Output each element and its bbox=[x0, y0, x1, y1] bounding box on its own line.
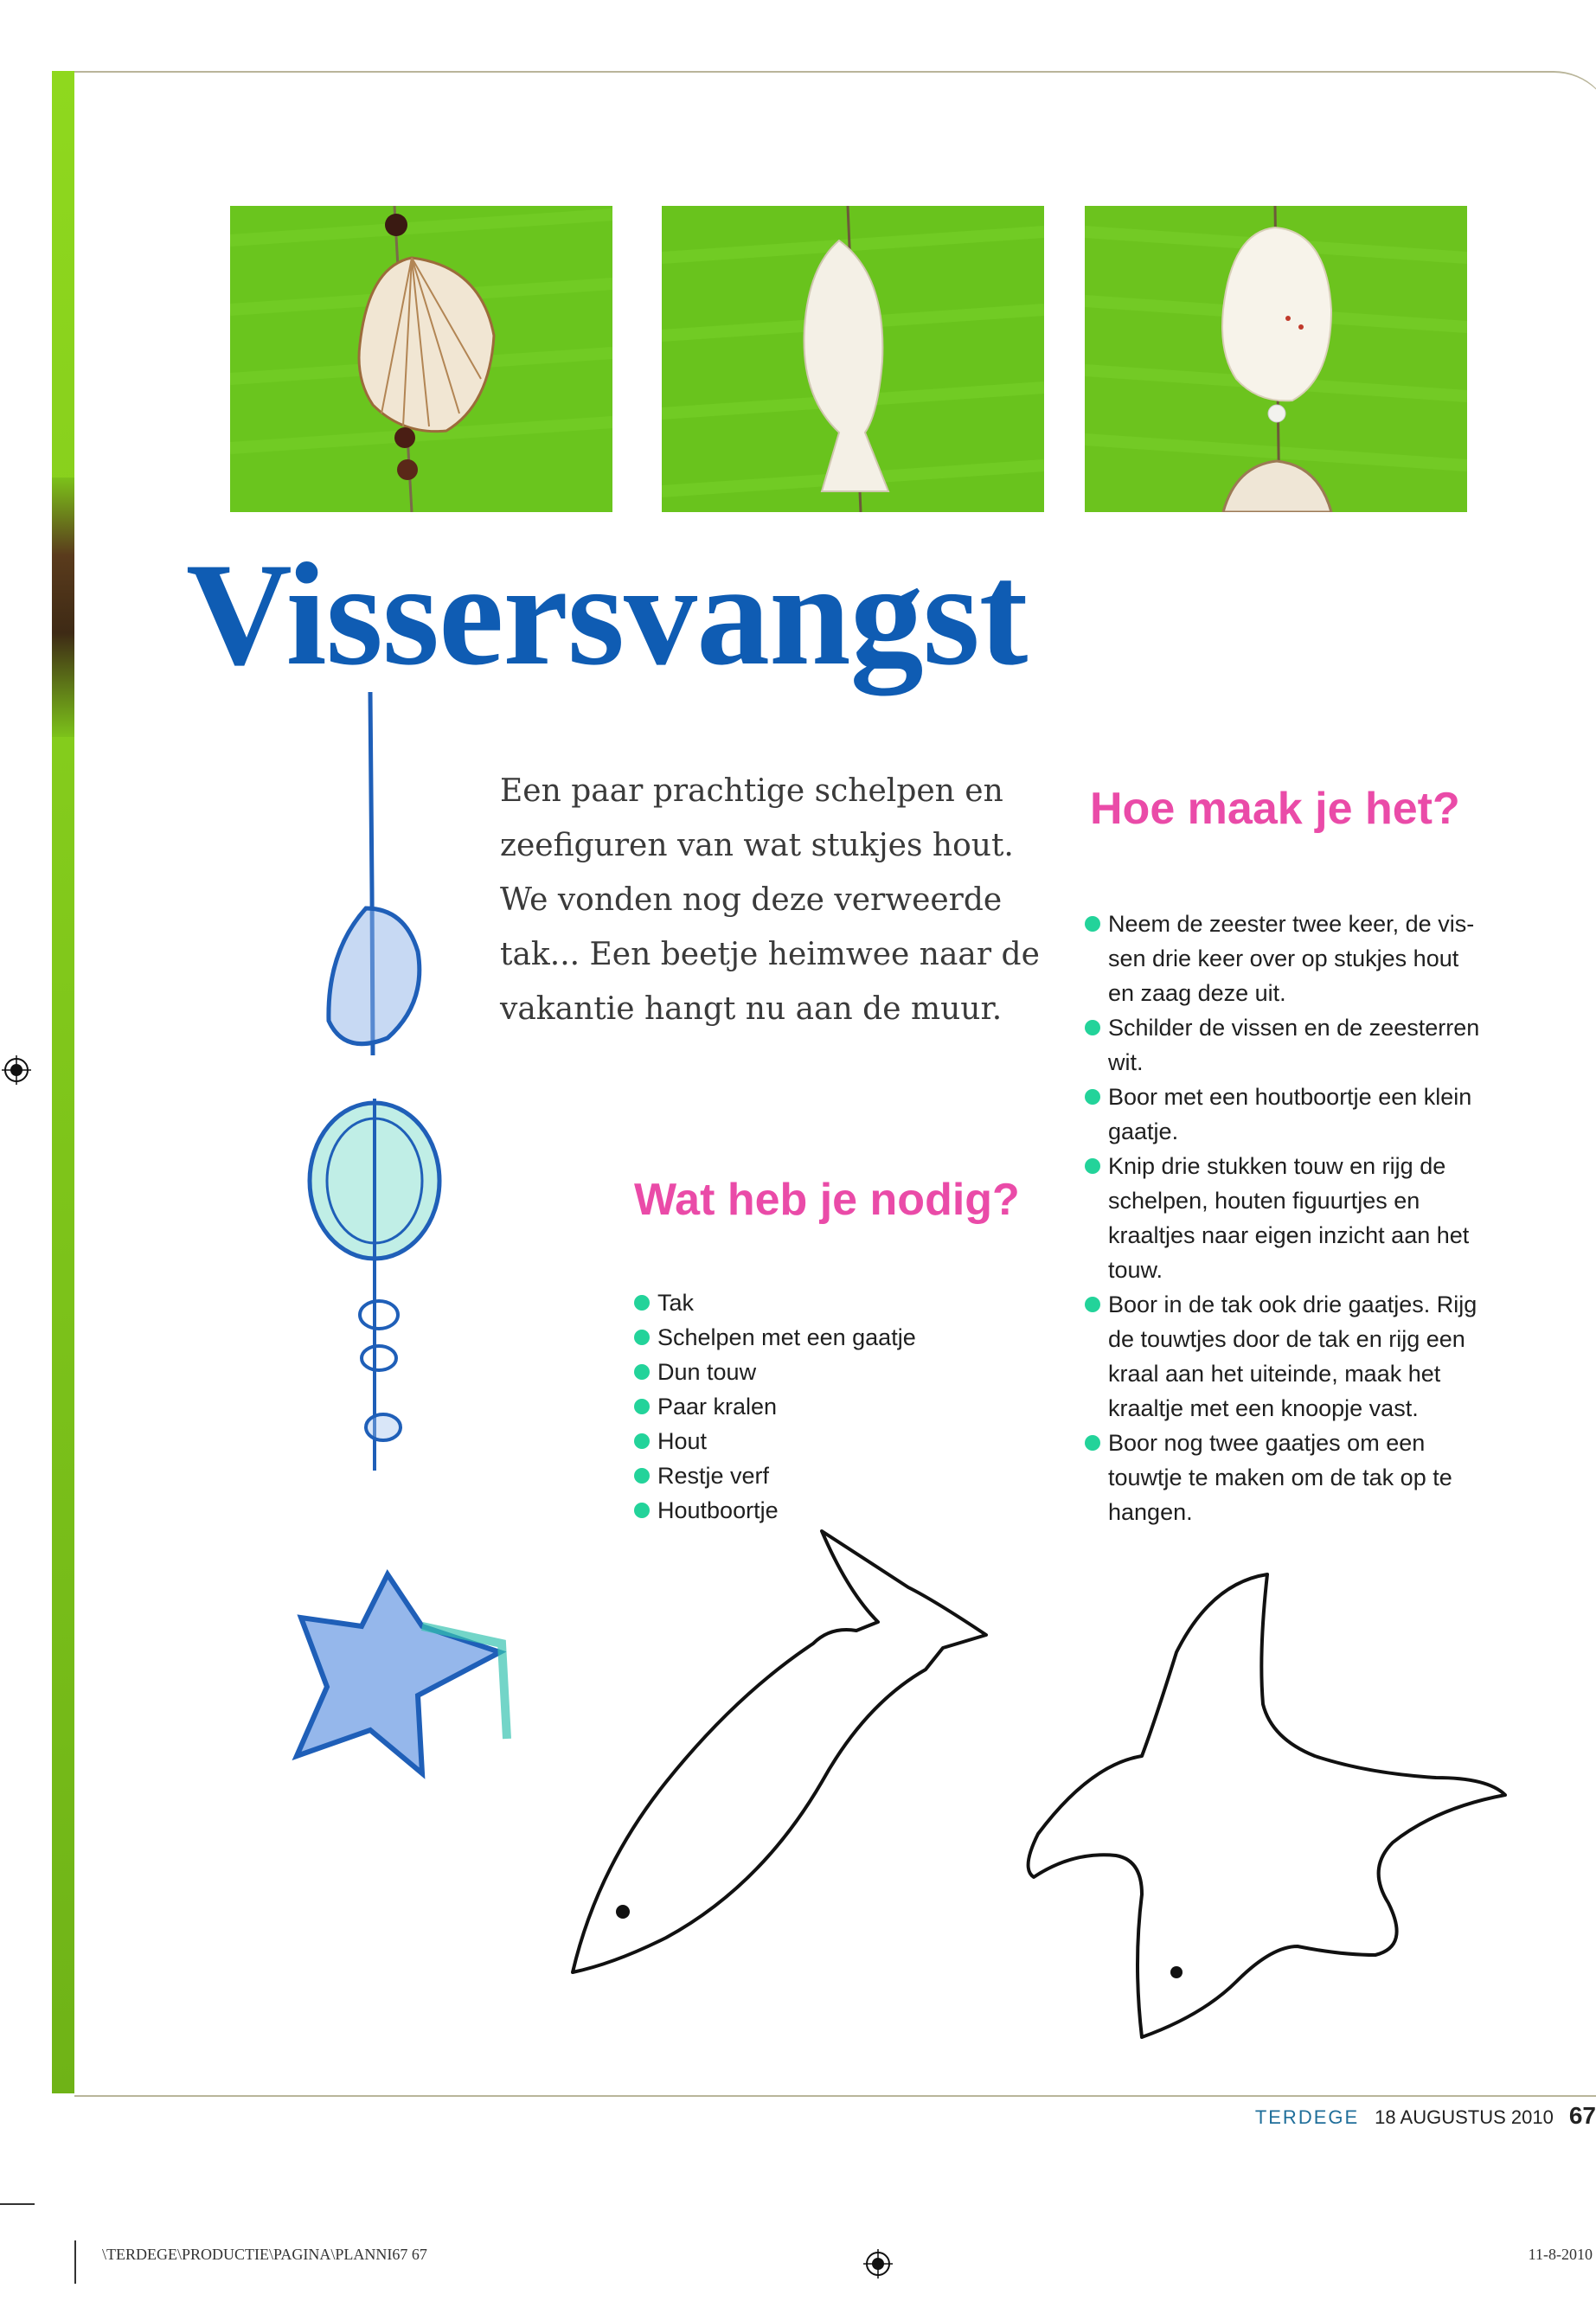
page-title: Vissersvangst bbox=[186, 533, 1028, 695]
list-item: Houtboortje bbox=[634, 1493, 916, 1528]
fish-template-drawing bbox=[562, 1522, 995, 1990]
issue-date: 18 AUGUSTUS 2010 bbox=[1375, 2106, 1554, 2128]
registration-mark-icon bbox=[2, 1055, 31, 1085]
crop-mark bbox=[74, 2240, 76, 2284]
instructions-heading: Hoe maak je het? bbox=[1090, 784, 1460, 834]
step-line: kraaltje met een knoopje vast. bbox=[1108, 1395, 1419, 1421]
page-footer bbox=[1255, 2102, 1596, 2130]
photo-shell-beads bbox=[230, 206, 612, 512]
step-line: hangen. bbox=[1108, 1499, 1193, 1525]
step-line: Neem de zeester twee keer, de vis- bbox=[1108, 911, 1475, 937]
step-line: Schilder de vissen en de zeesterren bbox=[1108, 1015, 1480, 1041]
intro-line: We vonden nog deze verweerde bbox=[500, 882, 1003, 918]
starfish-template-drawing bbox=[1003, 1548, 1514, 2050]
step-line: kraal aan het uiteinde, maak het bbox=[1108, 1361, 1441, 1387]
intro-line: Een paar prachtige schelpen en bbox=[500, 773, 1003, 809]
step-item bbox=[1085, 1426, 1479, 1529]
step-item bbox=[1085, 1287, 1479, 1426]
step-line: touw. bbox=[1108, 1257, 1163, 1283]
photo-shell-pearl bbox=[1085, 206, 1467, 512]
list-item: Restje verf bbox=[634, 1458, 916, 1493]
green-side-bar bbox=[52, 71, 74, 2093]
step-line: Boor met een houtboortje een klein bbox=[1108, 1084, 1472, 1110]
step-line: Boor in de tak ook drie gaatjes. Rijg bbox=[1108, 1292, 1477, 1317]
step-item bbox=[1085, 1080, 1479, 1149]
intro-line: tak... Een beetje heimwee naar de bbox=[500, 937, 1040, 972]
step-line: kraaltjes naar eigen inzicht aan het bbox=[1108, 1222, 1470, 1248]
materials-heading: Wat heb je nodig? bbox=[634, 1175, 1020, 1225]
step-line: gaatje. bbox=[1108, 1118, 1179, 1144]
step-line: touwtje te maken om de tak op te bbox=[1108, 1465, 1452, 1490]
instructions-list bbox=[1085, 907, 1479, 1529]
branch-detail bbox=[52, 478, 74, 737]
step-line: schelpen, houten figuurtjes en bbox=[1108, 1188, 1420, 1214]
magazine-name: TERDEGE bbox=[1254, 2106, 1360, 2128]
registration-mark-icon bbox=[863, 2249, 893, 2279]
list-item: Tak bbox=[634, 1285, 916, 1320]
list-item: Dun touw bbox=[634, 1355, 916, 1389]
list-item: Hout bbox=[634, 1424, 916, 1458]
step-item bbox=[1085, 1149, 1479, 1287]
photo-wooden-fish bbox=[662, 206, 1044, 512]
step-line: de touwtjes door de tak en rijg een bbox=[1108, 1326, 1465, 1352]
step-line: sen drie keer over op stukjes hout bbox=[1108, 945, 1459, 971]
slug-path: \TERDEGE\PRODUCTIE\PAGINA\PLANNI67 67 bbox=[102, 2246, 427, 2263]
intro-line: zeefiguren van wat stukjes hout. bbox=[500, 828, 1014, 863]
materials-list bbox=[634, 1285, 916, 1528]
intro-text bbox=[500, 764, 1040, 1036]
list-item: Paar kralen bbox=[634, 1389, 916, 1424]
hanging-ornament-illustration bbox=[275, 692, 526, 1843]
step-line: Boor nog twee gaatjes om een bbox=[1108, 1430, 1426, 1456]
step-item bbox=[1085, 907, 1479, 1010]
intro-line: vakantie hangt nu aan de muur. bbox=[500, 991, 1003, 1027]
step-line: en zaag deze uit. bbox=[1108, 980, 1286, 1006]
step-line: Knip drie stukken touw en rijg de bbox=[1108, 1153, 1446, 1179]
crop-mark bbox=[0, 2203, 35, 2205]
list-item: Schelpen met een gaatje bbox=[634, 1320, 916, 1355]
step-item bbox=[1085, 1010, 1479, 1080]
page-number: 67 bbox=[1568, 2102, 1596, 2129]
slug-date: 11-8-2010 bbox=[1528, 2246, 1593, 2263]
step-line: wit. bbox=[1108, 1049, 1144, 1075]
